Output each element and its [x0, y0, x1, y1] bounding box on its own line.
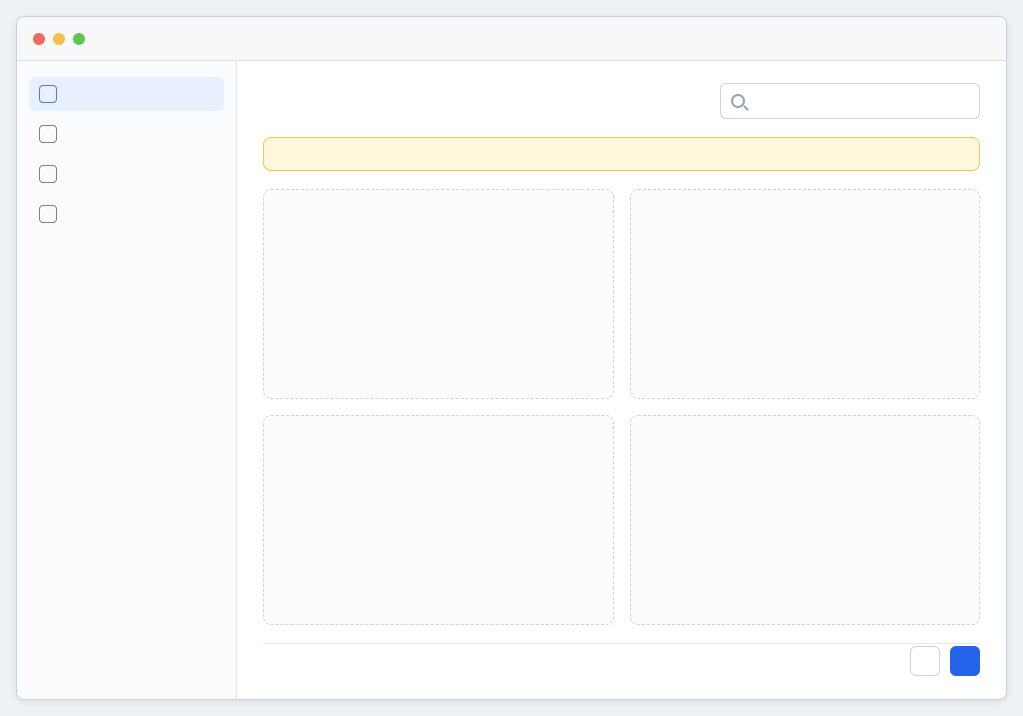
- search-input[interactable]: [753, 94, 969, 109]
- main-content: [237, 61, 1006, 699]
- maximize-window-icon[interactable]: [73, 33, 85, 45]
- main-topbar: [263, 83, 980, 119]
- content-grid: [263, 189, 980, 625]
- sidebar-item-icon: [39, 85, 57, 103]
- content-panel-2: [630, 189, 981, 399]
- sidebar-item-2[interactable]: [29, 117, 224, 151]
- content-panel-4: [630, 415, 981, 625]
- primary-action-button[interactable]: [950, 646, 980, 676]
- sidebar-item-icon: [39, 125, 57, 143]
- content-panel-3: [263, 415, 614, 625]
- status-notice: [263, 137, 980, 171]
- search-field[interactable]: [720, 83, 980, 119]
- sidebar-item-1[interactable]: [29, 77, 224, 111]
- window-controls: [33, 33, 85, 45]
- sidebar: [17, 61, 237, 699]
- minimize-window-icon[interactable]: [53, 33, 65, 45]
- application-window: [16, 16, 1007, 700]
- sidebar-item-icon: [39, 205, 57, 223]
- sidebar-item-4[interactable]: [29, 197, 224, 231]
- secondary-action-button[interactable]: [910, 646, 940, 676]
- search-icon: [731, 94, 745, 108]
- action-footer: [263, 643, 980, 677]
- close-window-icon[interactable]: [33, 33, 45, 45]
- content-panel-1: [263, 189, 614, 399]
- window-body: [17, 61, 1006, 699]
- sidebar-item-icon: [39, 165, 57, 183]
- window-titlebar: [17, 17, 1006, 61]
- sidebar-item-3[interactable]: [29, 157, 224, 191]
